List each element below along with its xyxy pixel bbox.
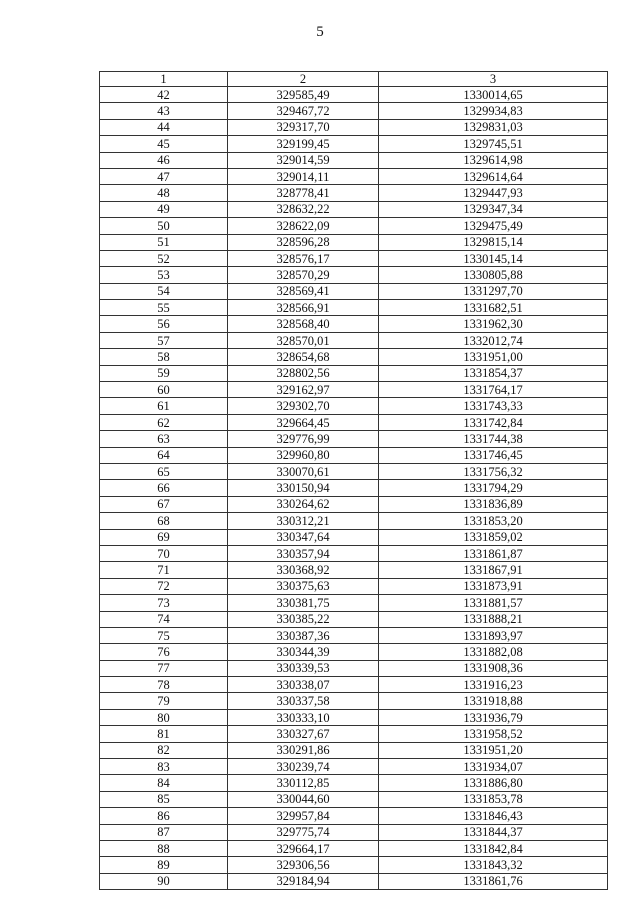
table-row <box>100 873 608 889</box>
y-coordinate-cell: 1331682,51 <box>379 300 608 316</box>
y-coordinate-cell: 1332012,74 <box>379 332 608 348</box>
x-coordinate-cell: 329585,49 <box>228 87 379 103</box>
table-row <box>100 168 608 184</box>
y-coordinate-cell: 1329347,34 <box>379 201 608 217</box>
y-coordinate-cell: 1331951,00 <box>379 349 608 365</box>
table-row <box>100 250 608 266</box>
y-coordinate-cell: 1331843,32 <box>379 857 608 873</box>
x-coordinate-cell: 328566,91 <box>228 300 379 316</box>
x-coordinate-cell: 330239,74 <box>228 759 379 775</box>
x-coordinate-cell: 330338,07 <box>228 677 379 693</box>
x-coordinate-cell: 330264,62 <box>228 496 379 512</box>
y-coordinate-cell: 1331859,02 <box>379 529 608 545</box>
table-row <box>100 332 608 348</box>
table-row <box>100 759 608 775</box>
table-row <box>100 677 608 693</box>
y-coordinate-cell: 1331854,37 <box>379 365 608 381</box>
y-coordinate-cell: 1329614,98 <box>379 152 608 168</box>
y-coordinate-cell: 1331908,36 <box>379 660 608 676</box>
table-row <box>100 726 608 742</box>
table-row <box>100 496 608 512</box>
x-coordinate-cell: 328778,41 <box>228 185 379 201</box>
point-number-cell: 75 <box>100 627 228 643</box>
table-row <box>100 283 608 299</box>
y-coordinate-cell: 1331893,97 <box>379 627 608 643</box>
table-row <box>100 791 608 807</box>
table-row <box>100 300 608 316</box>
point-number-cell: 67 <box>100 496 228 512</box>
x-coordinate-cell: 329664,45 <box>228 414 379 430</box>
y-coordinate-cell: 1331836,89 <box>379 496 608 512</box>
y-coordinate-cell: 1329934,83 <box>379 103 608 119</box>
x-coordinate-cell: 328802,56 <box>228 365 379 381</box>
column-header-y: 3 <box>379 72 608 87</box>
point-number-cell: 61 <box>100 398 228 414</box>
x-coordinate-cell: 330385,22 <box>228 611 379 627</box>
point-number-cell: 63 <box>100 431 228 447</box>
y-coordinate-cell: 1329831,03 <box>379 119 608 135</box>
point-number-cell: 49 <box>100 201 228 217</box>
x-coordinate-cell: 328622,09 <box>228 218 379 234</box>
table-row <box>100 627 608 643</box>
x-coordinate-cell: 329162,97 <box>228 382 379 398</box>
y-coordinate-cell: 1331951,20 <box>379 742 608 758</box>
point-number-cell: 50 <box>100 218 228 234</box>
y-coordinate-cell: 1330805,88 <box>379 267 608 283</box>
table-header-row <box>100 72 608 87</box>
y-coordinate-cell: 1329447,93 <box>379 185 608 201</box>
x-coordinate-cell: 330381,75 <box>228 595 379 611</box>
x-coordinate-cell: 329957,84 <box>228 808 379 824</box>
column-header-x: 2 <box>228 72 379 87</box>
point-number-cell: 45 <box>100 136 228 152</box>
x-coordinate-cell: 328654,68 <box>228 349 379 365</box>
table-row <box>100 87 608 103</box>
table-row <box>100 824 608 840</box>
y-coordinate-cell: 1331746,45 <box>379 447 608 463</box>
y-coordinate-cell: 1331844,37 <box>379 824 608 840</box>
table-row <box>100 693 608 709</box>
coordinates-table <box>99 71 608 890</box>
point-number-cell: 46 <box>100 152 228 168</box>
y-coordinate-cell: 1331958,52 <box>379 726 608 742</box>
x-coordinate-cell: 328570,01 <box>228 332 379 348</box>
point-number-cell: 72 <box>100 578 228 594</box>
point-number-cell: 60 <box>100 382 228 398</box>
x-coordinate-cell: 329306,56 <box>228 857 379 873</box>
point-number-cell: 64 <box>100 447 228 463</box>
point-number-cell: 56 <box>100 316 228 332</box>
table-row <box>100 545 608 561</box>
table-row <box>100 414 608 430</box>
point-number-cell: 62 <box>100 414 228 430</box>
x-coordinate-cell: 328576,17 <box>228 250 379 266</box>
point-number-cell: 77 <box>100 660 228 676</box>
x-coordinate-cell: 330333,10 <box>228 709 379 725</box>
point-number-cell: 76 <box>100 644 228 660</box>
point-number-cell: 66 <box>100 480 228 496</box>
x-coordinate-cell: 329014,11 <box>228 168 379 184</box>
table-row <box>100 382 608 398</box>
table-row <box>100 595 608 611</box>
y-coordinate-cell: 1331881,57 <box>379 595 608 611</box>
y-coordinate-cell: 1331861,76 <box>379 873 608 889</box>
y-coordinate-cell: 1331882,08 <box>379 644 608 660</box>
x-coordinate-cell: 329960,80 <box>228 447 379 463</box>
x-coordinate-cell: 329664,17 <box>228 840 379 856</box>
point-number-cell: 73 <box>100 595 228 611</box>
point-number-cell: 69 <box>100 529 228 545</box>
point-number-cell: 58 <box>100 349 228 365</box>
table-row <box>100 742 608 758</box>
y-coordinate-cell: 1331764,17 <box>379 382 608 398</box>
table-row <box>100 119 608 135</box>
y-coordinate-cell: 1329745,51 <box>379 136 608 152</box>
x-coordinate-cell: 329199,45 <box>228 136 379 152</box>
x-coordinate-cell: 330375,63 <box>228 578 379 594</box>
x-coordinate-cell: 330070,61 <box>228 463 379 479</box>
point-number-cell: 78 <box>100 677 228 693</box>
x-coordinate-cell: 328632,22 <box>228 201 379 217</box>
page-number: 5 <box>316 24 324 40</box>
x-coordinate-cell: 328570,29 <box>228 267 379 283</box>
x-coordinate-cell: 329302,70 <box>228 398 379 414</box>
y-coordinate-cell: 1331744,38 <box>379 431 608 447</box>
y-coordinate-cell: 1329475,49 <box>379 218 608 234</box>
point-number-cell: 71 <box>100 562 228 578</box>
column-header-point: 1 <box>100 72 228 87</box>
point-number-cell: 59 <box>100 365 228 381</box>
y-coordinate-cell: 1329815,14 <box>379 234 608 250</box>
point-number-cell: 81 <box>100 726 228 742</box>
table-row <box>100 529 608 545</box>
x-coordinate-cell: 330112,85 <box>228 775 379 791</box>
y-coordinate-cell: 1331873,91 <box>379 578 608 594</box>
x-coordinate-cell: 330312,21 <box>228 513 379 529</box>
point-number-cell: 54 <box>100 283 228 299</box>
point-number-cell: 79 <box>100 693 228 709</box>
point-number-cell: 88 <box>100 840 228 856</box>
x-coordinate-cell: 329775,74 <box>228 824 379 840</box>
x-coordinate-cell: 328568,40 <box>228 316 379 332</box>
table-row <box>100 431 608 447</box>
table-row <box>100 463 608 479</box>
y-coordinate-cell: 1331853,20 <box>379 513 608 529</box>
y-coordinate-cell: 1331867,91 <box>379 562 608 578</box>
table-row <box>100 611 608 627</box>
x-coordinate-cell: 329317,70 <box>228 119 379 135</box>
table-row <box>100 447 608 463</box>
x-coordinate-cell: 329184,94 <box>228 873 379 889</box>
point-number-cell: 42 <box>100 87 228 103</box>
point-number-cell: 86 <box>100 808 228 824</box>
y-coordinate-cell: 1331846,43 <box>379 808 608 824</box>
table-row <box>100 513 608 529</box>
table-row <box>100 578 608 594</box>
point-number-cell: 68 <box>100 513 228 529</box>
point-number-cell: 65 <box>100 463 228 479</box>
table-row <box>100 660 608 676</box>
y-coordinate-cell: 1331842,84 <box>379 840 608 856</box>
table-row <box>100 316 608 332</box>
y-coordinate-cell: 1330145,14 <box>379 250 608 266</box>
x-coordinate-cell: 330368,92 <box>228 562 379 578</box>
x-coordinate-cell: 330347,64 <box>228 529 379 545</box>
x-coordinate-cell: 330339,53 <box>228 660 379 676</box>
point-number-cell: 89 <box>100 857 228 873</box>
point-number-cell: 47 <box>100 168 228 184</box>
point-number-cell: 48 <box>100 185 228 201</box>
y-coordinate-cell: 1331936,79 <box>379 709 608 725</box>
y-coordinate-cell: 1331918,88 <box>379 693 608 709</box>
table-row <box>100 857 608 873</box>
x-coordinate-cell: 330337,58 <box>228 693 379 709</box>
table-row <box>100 185 608 201</box>
point-number-cell: 70 <box>100 545 228 561</box>
y-coordinate-cell: 1331742,84 <box>379 414 608 430</box>
point-number-cell: 87 <box>100 824 228 840</box>
table-row <box>100 267 608 283</box>
y-coordinate-cell: 1331962,30 <box>379 316 608 332</box>
table-row <box>100 234 608 250</box>
x-coordinate-cell: 330387,36 <box>228 627 379 643</box>
table-row <box>100 398 608 414</box>
table-row <box>100 365 608 381</box>
x-coordinate-cell: 330150,94 <box>228 480 379 496</box>
point-number-cell: 57 <box>100 332 228 348</box>
table-row <box>100 644 608 660</box>
point-number-cell: 43 <box>100 103 228 119</box>
table-row <box>100 709 608 725</box>
x-coordinate-cell: 330044,60 <box>228 791 379 807</box>
table-row <box>100 808 608 824</box>
point-number-cell: 53 <box>100 267 228 283</box>
point-number-cell: 44 <box>100 119 228 135</box>
y-coordinate-cell: 1331297,70 <box>379 283 608 299</box>
table-row <box>100 103 608 119</box>
point-number-cell: 52 <box>100 250 228 266</box>
table-row <box>100 218 608 234</box>
x-coordinate-cell: 330291,86 <box>228 742 379 758</box>
point-number-cell: 85 <box>100 791 228 807</box>
point-number-cell: 51 <box>100 234 228 250</box>
table-row <box>100 562 608 578</box>
y-coordinate-cell: 1331888,21 <box>379 611 608 627</box>
point-number-cell: 55 <box>100 300 228 316</box>
table-row <box>100 152 608 168</box>
y-coordinate-cell: 1331853,78 <box>379 791 608 807</box>
point-number-cell: 74 <box>100 611 228 627</box>
table-row <box>100 136 608 152</box>
x-coordinate-cell: 329014,59 <box>228 152 379 168</box>
y-coordinate-cell: 1331743,33 <box>379 398 608 414</box>
point-number-cell: 82 <box>100 742 228 758</box>
x-coordinate-cell: 329776,99 <box>228 431 379 447</box>
y-coordinate-cell: 1331794,29 <box>379 480 608 496</box>
point-number-cell: 83 <box>100 759 228 775</box>
y-coordinate-cell: 1331916,23 <box>379 677 608 693</box>
x-coordinate-cell: 330357,94 <box>228 545 379 561</box>
y-coordinate-cell: 1330014,65 <box>379 87 608 103</box>
table-row <box>100 349 608 365</box>
x-coordinate-cell: 328569,41 <box>228 283 379 299</box>
x-coordinate-cell: 329467,72 <box>228 103 379 119</box>
y-coordinate-cell: 1331861,87 <box>379 545 608 561</box>
table-row <box>100 840 608 856</box>
x-coordinate-cell: 330327,67 <box>228 726 379 742</box>
y-coordinate-cell: 1331886,80 <box>379 775 608 791</box>
point-number-cell: 80 <box>100 709 228 725</box>
y-coordinate-cell: 1331934,07 <box>379 759 608 775</box>
table-row <box>100 775 608 791</box>
y-coordinate-cell: 1329614,64 <box>379 168 608 184</box>
x-coordinate-cell: 328596,28 <box>228 234 379 250</box>
point-number-cell: 90 <box>100 873 228 889</box>
y-coordinate-cell: 1331756,32 <box>379 463 608 479</box>
point-number-cell: 84 <box>100 775 228 791</box>
table-row <box>100 480 608 496</box>
table-row <box>100 201 608 217</box>
x-coordinate-cell: 330344,39 <box>228 644 379 660</box>
